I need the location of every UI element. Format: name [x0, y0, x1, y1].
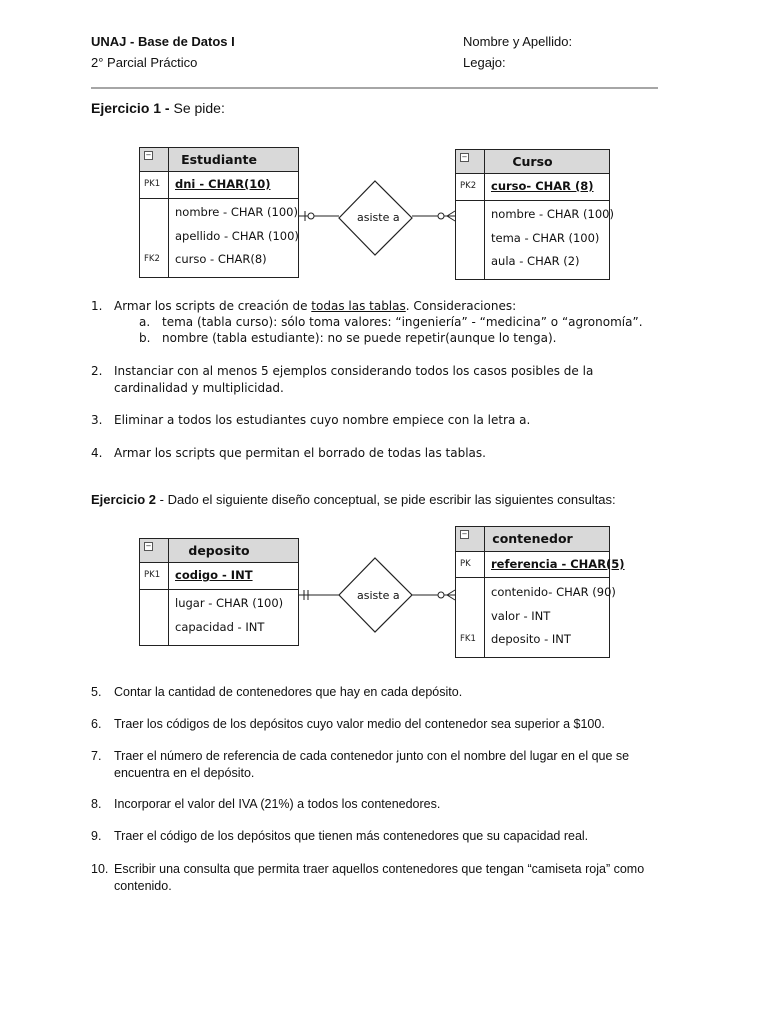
pk-row [456, 551, 625, 578]
pk-tag: PK [460, 559, 471, 569]
subitem-text: nombre (tabla estudiante): no se puede repetir(aunque lo tenga). [162, 331, 557, 345]
field: contenido- CHAR (90) [491, 585, 616, 599]
field: curso - CHAR(8) [175, 252, 267, 266]
pk-field: codigo - INT [175, 568, 253, 582]
field: lugar - CHAR (100) [175, 596, 284, 610]
exam-subtitle: 2° Parcial Práctico [91, 55, 198, 70]
field: tema - CHAR (100) [491, 231, 600, 245]
field: deposito - INT [491, 632, 571, 646]
course-title: UNAJ - Base de Datos I [91, 34, 235, 49]
entity-deposito-header [140, 539, 298, 563]
item-text: Contar la cantidad de contenedores que hay en cada depósito. [114, 685, 463, 699]
item-text-underlined: todas las tablas [311, 299, 406, 313]
entity-estudiante-header [140, 148, 298, 172]
pk-tag: PK1 [144, 570, 161, 580]
relation-2-label: asiste a [357, 589, 400, 602]
item-text: Traer los códigos de los depósitos cuyo valor medio del contenedor sea superior a $100. [114, 717, 605, 731]
key-column-divider [484, 527, 485, 657]
key-column-divider [168, 539, 169, 645]
collapse-icon: − [461, 153, 468, 161]
field: apellido - CHAR (100) [175, 229, 299, 243]
key-column-divider [168, 148, 169, 277]
collapse-icon: − [461, 530, 468, 538]
field: nombre - CHAR (100) [175, 205, 298, 219]
pk-field: dni - CHAR(10) [175, 177, 271, 191]
item-text-pre: Armar los scripts de creación de [114, 299, 312, 313]
name-label: Nombre y Apellido: [463, 34, 573, 49]
entity-curso [455, 149, 614, 280]
pk-row [456, 173, 609, 201]
field: capacidad - INT [175, 620, 265, 634]
entity-contenedor-header [456, 527, 609, 552]
item-text: Instanciar con al menos 5 ejemplos considerando todos los casos posibles de la cardinalidad y multiplicidad. [114, 364, 594, 395]
exercise-1-title-rest: Se pide: [169, 100, 225, 116]
item-text: Armar los scripts que permitan el borrado de todas las tablas. [114, 446, 486, 460]
item-text: Traer el número de referencia de cada contenedor junto con el nombre del lugar en el que se encuentra en el depósito. [114, 749, 630, 780]
exercise-1-title-bold: Ejercicio 1 - [91, 100, 170, 116]
entity-curso-header [456, 150, 609, 174]
subitem-text: tema (tabla curso): sólo toma valores: “ingeniería” - “medicina” o “agronomía”. [162, 315, 643, 329]
item-text [114, 298, 664, 315]
item-number: 2. [91, 364, 103, 378]
fk-tag: FK2 [144, 254, 160, 264]
relation-1-label: asiste a [357, 211, 400, 224]
item-number: 10. [91, 862, 109, 876]
pk-tag: PK1 [144, 179, 161, 189]
entity-estudiante [139, 147, 299, 278]
item-number: 4. [91, 446, 103, 460]
item-text: Traer el código de los depósitos que tienen más contenedores que su capacidad real. [114, 829, 589, 843]
item-number: 3. [91, 413, 103, 427]
exercise-2-title-bold: Ejercicio 2 [91, 492, 157, 507]
fk-tag: FK1 [460, 634, 476, 644]
legajo-label: Legajo: [463, 55, 506, 70]
entity-contenedor [455, 526, 625, 658]
entity-deposito-name: deposito [188, 543, 250, 558]
item-number: 6. [91, 717, 102, 731]
item-text: Escribir una consulta que permita traer aquellos contenedores que tengan “camiseta roja” como contenido. [114, 862, 645, 893]
item-text: Eliminar a todos los estudiantes cuyo nombre empiece con la letra a. [114, 413, 531, 427]
pk-field: referencia - CHAR(5) [491, 557, 625, 571]
subitem-mark: b. [139, 331, 151, 345]
pk-tag: PK2 [460, 181, 477, 191]
collapse-icon: − [145, 151, 152, 159]
entity-curso-name: Curso [512, 154, 553, 169]
item-number: 7. [91, 749, 102, 763]
exercise-2-title-rest: - Dado el siguiente diseño conceptual, se pide escribir las siguientes consultas: [156, 492, 616, 507]
entity-deposito [139, 538, 299, 646]
field: valor - INT [491, 609, 551, 623]
pk-field: curso- CHAR (8) [491, 179, 594, 193]
item-number: 8. [91, 797, 102, 811]
field: nombre - CHAR (100) [491, 207, 614, 221]
item-number: 9. [91, 829, 102, 843]
collapse-icon: − [145, 542, 152, 550]
entity-estudiante-name: Estudiante [181, 152, 257, 167]
subitem-mark: a. [139, 315, 151, 329]
pk-row [140, 171, 298, 199]
item-text: Incorporar el valor del IVA (21%) a todos los contenedores. [114, 797, 441, 811]
field: aula - CHAR (2) [491, 254, 580, 268]
entity-contenedor-name: contenedor [492, 531, 573, 546]
key-column-divider [484, 150, 485, 279]
item-number: 1. [91, 299, 103, 313]
exercise-2-title [91, 492, 616, 507]
pk-row [140, 562, 298, 590]
item-number: 5. [91, 685, 102, 699]
item-text-post: . Consideraciones: [405, 299, 517, 313]
